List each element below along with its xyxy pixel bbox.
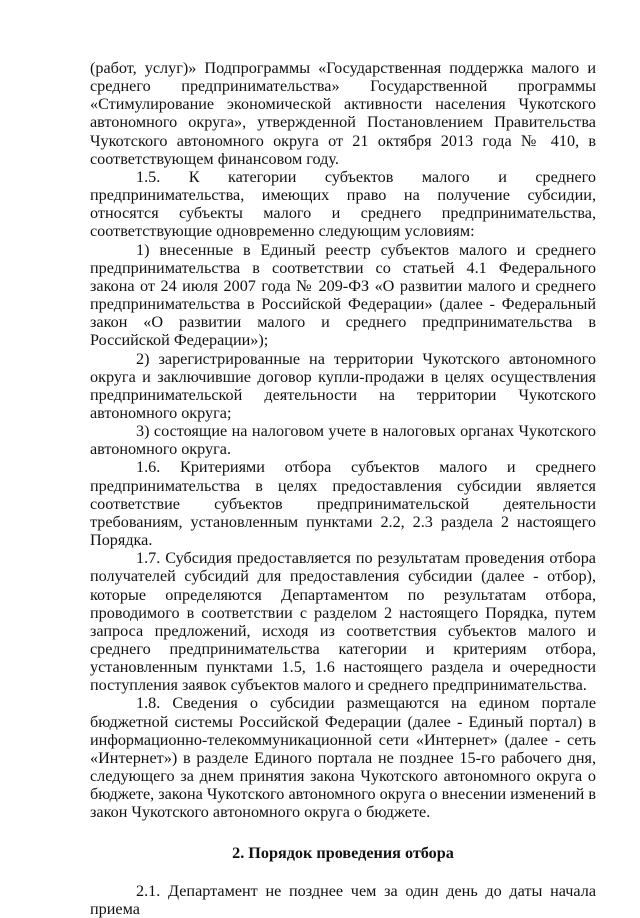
section-heading: 2. Порядок проведения отбора [232, 843, 454, 862]
paragraph-1-5: 1.5. К категории субъектов малого и среднего предпринимательства, имеющих право на получение субсидии, относятся субъекты малого и среднего предпринимательства, соответствующие одновременно следующим условиям: [90, 167, 596, 241]
paragraph-1-6: 1.6. Критериями отбора субъектов малого и среднего предпринимательства в целях предоставления субсидии является соответствие субъектов предпринимательской деятельности требованиям, установленным пунктами 2.2, 2.3 раздела 2 настоящего Порядка. [90, 458, 596, 550]
paragraph-1-8: 1.8. Сведения о субсидии размещаются на едином портале бюджетной системы Российской Федерации (далее - Единый портал) в информационно-телекоммуникационной сети «Интернет» (далее - сеть «Интернет») в разделе Единого портала не позднее 15-го рабочего дня, следующего за днем принятия закона Чукотского автономного округа о бюджете, закона Чукотского автономного округа о внесении изменений в закон Чукотского автономного округа о бюджете. [90, 694, 596, 822]
paragraph-1-5-item-1: 1) внесенные в Единый реестр субъектов малого и среднего предпринимательства в соответствии со статьей 4.1 Федерального закона от 24 июля 2007 года № 209-ФЗ «О развитии малого и среднего предпринимательства в Российской Федерации» (далее - Федеральный закон «О развитии малого и среднего предпринимательства в Российской Федерации»); [90, 240, 596, 350]
document-body [90, 59, 596, 918]
paragraph-continuation: (работ, услуг)» Подпрограммы «Государственная поддержка малого и среднего предпринимательства» Государственной программы «Стимулирование экономической активности населения Чукотского автономного округа», утвержденной Постановлением Правительства Чукотского автономного округа от 21 октября 2013 года № 410, в соответствующем финансовом году. [90, 59, 596, 168]
paragraph-1-5-item-2: 2) зарегистрированные на территории Чукотского автономного округа и заключившие договор купли-продажи в целях осуществления предпринимательской деятельности на территории Чукотского автономного округа; [90, 349, 596, 422]
paragraph-1-5-item-3: 3) состоящие на налоговом учете в налоговых органах Чукотского автономного округа. [90, 422, 596, 459]
paragraph-2-1: 2.1. Департамент не позднее чем за один день до даты начала приема [90, 881, 596, 918]
paragraph-1-7: 1.7. Субсидия предоставляется по результатам проведения отбора получателей субсидий для предоставления субсидии (далее - отбор), которые определяются Департаментом по результатам отбора, проводимого в соответствии с разделом 2 настоящего Порядка, путем запроса предложений, исходя из соответствия субъектов малого и среднего предпринимательства категории и критериям отбора, установленным пунктами 1.5, 1.6 настоящего раздела и очередности поступления заявок субъектов малого и среднего предпринимательства. [90, 549, 596, 695]
